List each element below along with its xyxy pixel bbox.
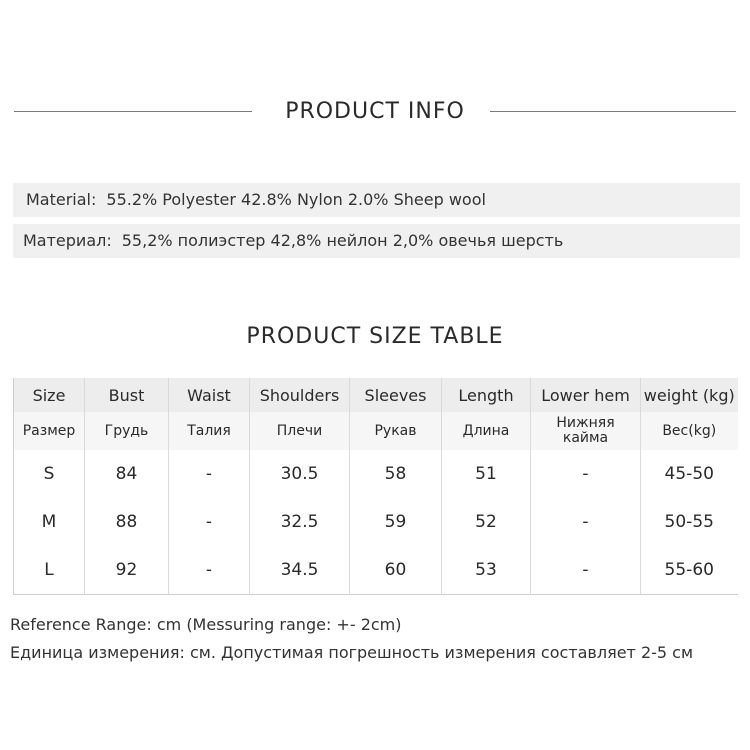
reference-range-note: Reference Range: cm (Messuring range: +- 2cm): [10, 615, 402, 634]
header-shoulders: Shoulders: [250, 378, 350, 412]
cell-lower-hem: -: [531, 546, 641, 595]
cell-length: 53: [442, 546, 531, 595]
table-row: [14, 546, 738, 595]
measurement-note-ru: Единица измерения: см. Допустимая погрешность измерения составляет 2-5 см: [10, 643, 694, 662]
header-lower-hem: Lower hem: [531, 378, 641, 412]
material-ru-value: 55,2% полиэстер 42,8% нейлон 2,0% овечья шерсть: [121, 231, 564, 250]
header-size: Size: [14, 378, 85, 412]
cell-lower-hem: -: [531, 450, 641, 498]
cell-shoulders: 30.5: [250, 450, 350, 498]
table-header-row-ru: [14, 412, 738, 450]
size-table: [13, 378, 738, 595]
material-ru-label: Материал:: [23, 231, 112, 250]
material-en-band: [13, 183, 740, 217]
cell-size: M: [14, 498, 85, 546]
cell-shoulders: 32.5: [250, 498, 350, 546]
cell-lower-hem: -: [531, 498, 641, 546]
product-info-heading: PRODUCT INFO: [285, 99, 465, 124]
material-ru-band: [13, 224, 740, 258]
material-en-value: 55.2% Polyester 42.8% Nylon 2.0% Sheep wool: [106, 190, 486, 209]
cell-waist: -: [169, 498, 250, 546]
cell-sleeves: 59: [350, 498, 442, 546]
cell-weight: 50-55: [664, 512, 714, 532]
cell-length: 52: [442, 498, 531, 546]
cell-bust: 92: [85, 546, 169, 595]
cell-sleeves: 58: [350, 450, 442, 498]
table-header-row-en: [14, 378, 738, 412]
header-ru-waist: Талия: [169, 412, 250, 450]
table-row: [14, 450, 738, 498]
cell-waist: -: [169, 546, 250, 595]
table-row: [14, 498, 738, 546]
cell-bust: 84: [85, 450, 169, 498]
cell-weight: 45-50: [664, 464, 714, 484]
header-ru-weight: Вес(kg): [641, 412, 738, 450]
header-ru-lower-hem: Нижняя кайма: [531, 412, 641, 450]
header-ru-length: Длина: [442, 412, 531, 450]
header-waist: Waist: [169, 378, 250, 412]
header-ru-shoulders: Плечи: [250, 412, 350, 450]
header-ru-bust: Грудь: [85, 412, 169, 450]
header-ru-size: Размер: [14, 412, 85, 450]
header-ru-sleeves: Рукав: [350, 412, 442, 450]
cell-waist: -: [169, 450, 250, 498]
header-weight: weight (kg): [641, 378, 738, 412]
header-length: Length: [442, 378, 531, 412]
material-en-label: Material:: [26, 190, 97, 209]
cell-sleeves: 60: [350, 546, 442, 595]
cell-bust: 88: [85, 498, 169, 546]
size-table-heading: PRODUCT SIZE TABLE: [246, 324, 504, 349]
cell-shoulders: 34.5: [250, 546, 350, 595]
header-sleeves: Sleeves: [350, 378, 442, 412]
header-bust: Bust: [85, 378, 169, 412]
cell-size: L: [14, 546, 85, 595]
cell-size: S: [14, 450, 85, 498]
cell-weight: 55-60: [641, 546, 738, 595]
cell-length: 51: [442, 450, 531, 498]
